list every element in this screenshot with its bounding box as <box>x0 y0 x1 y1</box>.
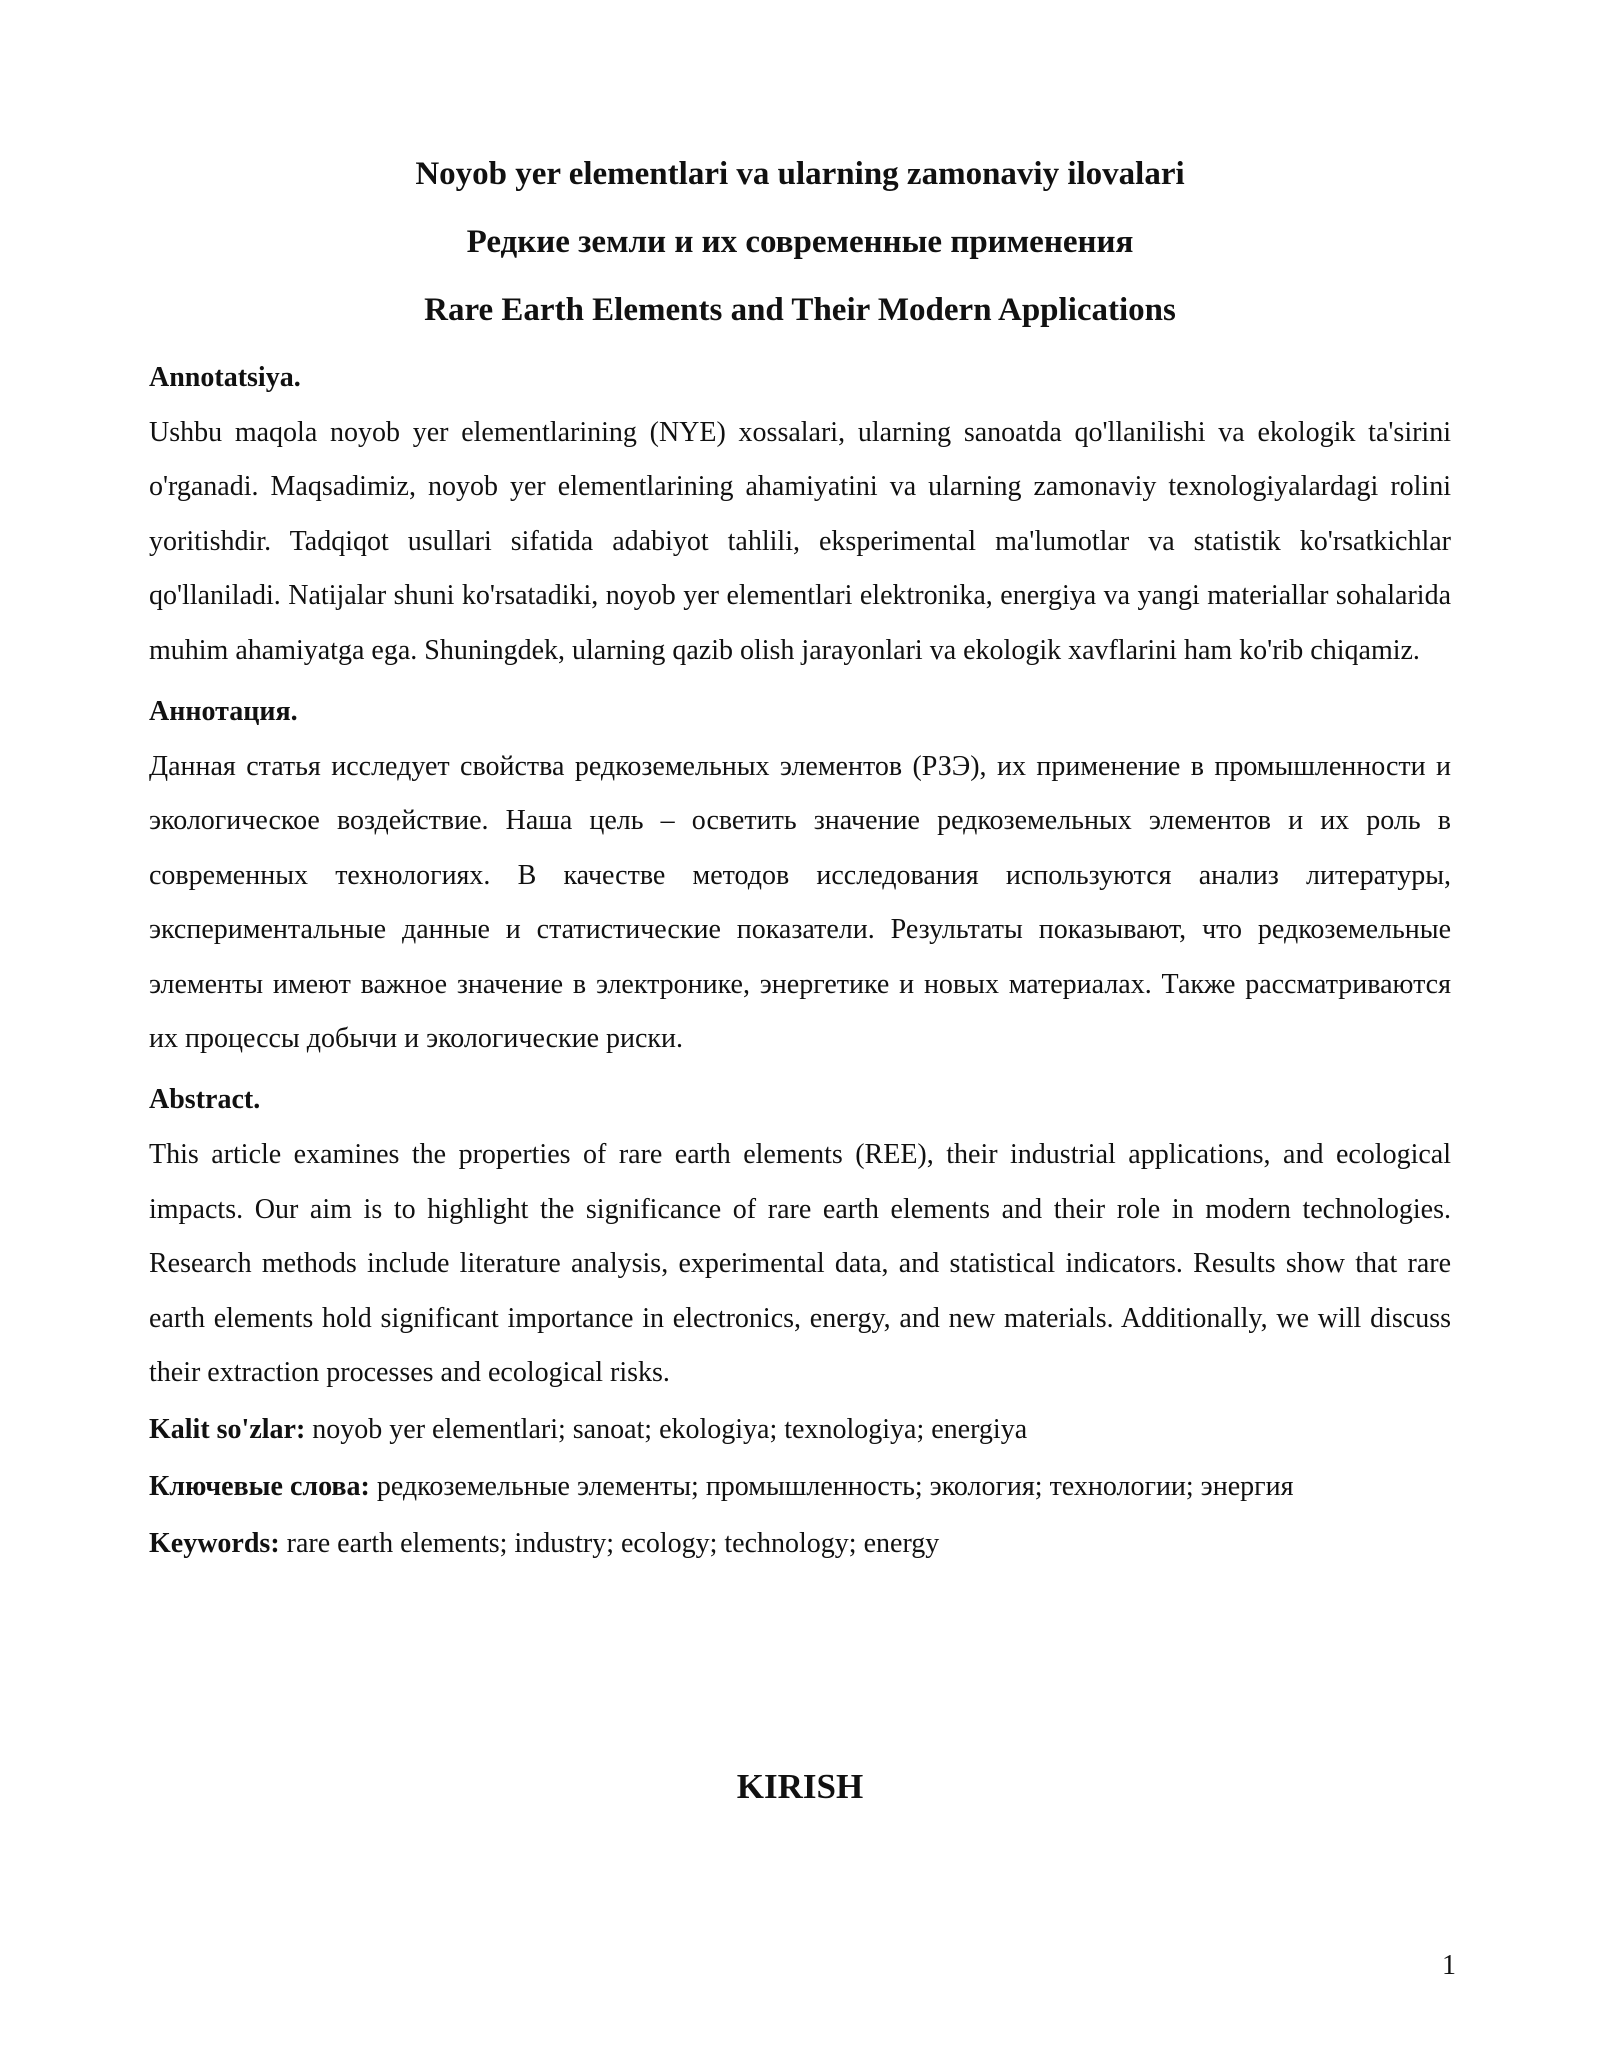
keywords-en-label: Keywords: <box>149 1527 280 1559</box>
title-uzbek: Noyob yer elementlari va ularning zamonaviy ilovalari <box>415 156 1185 192</box>
keywords-en-text: rare earth elements; industry; ecology; technology; energy <box>279 1527 940 1559</box>
keywords-en <box>149 1515 1451 1572</box>
annotation-uz-text: Ushbu maqola noyob yer elementlarining (NYE) xossalari, ularning sanoatda qo'llanilishi va ekologik ta'sirini o'rganadi. Maqsadimiz, noyob yer elementlarining ahamiyatini va ularning zamonaviy texnologiyalardagi rolini yoritishdir. Tadqiqot usullari sifatida adabiyot tahlili, eksperimental ma'lumotlar va statistik ko'rsatkichlar qo'llaniladi. Natijalar shuni ko'rsatadiki, noyob yer elementlari elektronika, energiya va yangi materiallar sohalarida muhim ahamiyatga ega. Shuningdek, ularning qazib olish jarayonlari va ekologik xavflarini ham ko'rib chiqamiz. <box>149 417 1451 666</box>
annotation-ru-label: Аннотация. <box>149 696 298 728</box>
keywords-ru-label: Ключевые слова: <box>149 1470 370 1502</box>
page-number: 1 <box>1442 1950 1456 1981</box>
page-content <box>149 140 1451 1572</box>
keywords-ru-text: редкоземельные элементы; промышленность; экология; технологии; энергия <box>369 1470 1294 1502</box>
keywords-ru <box>149 1458 1451 1515</box>
keywords-uz <box>149 1401 1451 1458</box>
abstract-en-label: Abstract. <box>149 1084 261 1116</box>
title-russian: Редкие земли и их современные применения <box>466 224 1134 260</box>
title-english: Rare Earth Elements and Their Modern Applications <box>424 292 1176 328</box>
annotation-ru-text: Данная статья исследует свойства редкоземельных элементов (РЗЭ), их применение в промышленности и экологическое воздействие. Наша цель – осветить значение редкоземельных элементов и их роль в современных технологиях. В качестве методов исследования используются анализ литературы, экспериментальные данные и статистические показатели. Результаты показывают, что редкоземельные элементы имеют важное значение в электронике, энергетике и новых материалах. Также рассматриваются их процессы добычи и экологические риски. <box>149 751 1451 1055</box>
annotation-uz-label: Annotatsiya. <box>149 362 301 393</box>
keywords-uz-label: Kalit so'zlar: <box>149 1413 306 1445</box>
abstract-en-text: This article examines the properties of rare earth elements (REE), their industrial applications, and ecological impacts. Our aim is to highlight the significance of rare earth elements and their role in modern technologies. Research methods include literature analysis, experimental data, and statistical indicators. Results show that rare earth elements hold significant importance in electronics, energy, and new materials. Additionally, we will discuss their extraction processes and ecological risks. <box>149 1139 1451 1389</box>
section-heading-kirish: KIRISH <box>736 1767 864 1806</box>
keywords-uz-text: noyob yer elementlari; sanoat; ekologiya; texnologiya; energiya <box>305 1413 1028 1445</box>
